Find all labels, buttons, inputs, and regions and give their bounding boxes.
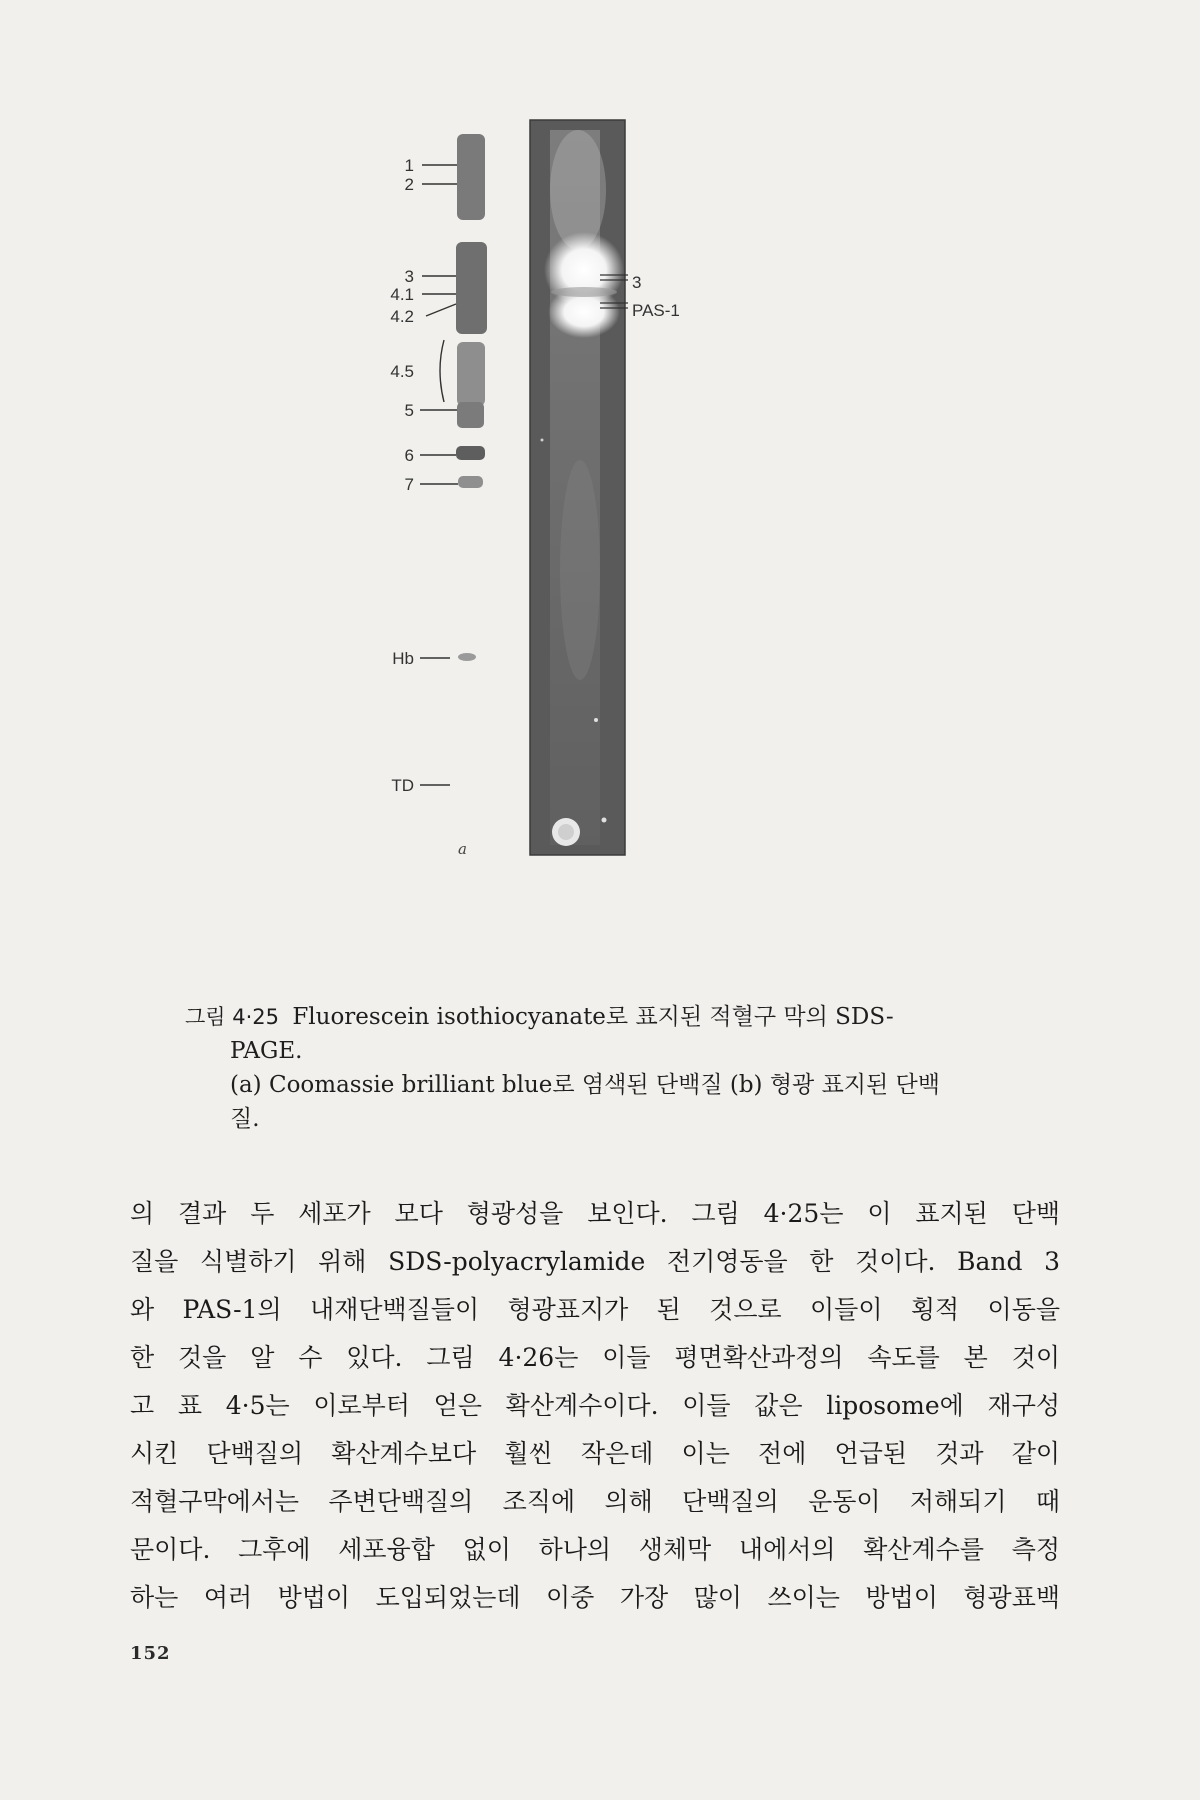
- band-hb: [458, 653, 476, 661]
- gel-figure: [390, 120, 820, 1000]
- lane-a: [456, 134, 487, 661]
- lane-a-labels: [390, 156, 458, 795]
- body-line: 문이다. 그후에 세포융합 없이 하나의 생체막 내에서의 확산계수를 측정: [130, 1535, 1060, 1564]
- body-line: 고 표 4·5는 이로부터 얻은 확산계수이다. 이들 값은 liposome에 재구성: [130, 1391, 1060, 1420]
- caption-line-4: 질.: [230, 1106, 260, 1132]
- label-7: 7: [404, 475, 414, 494]
- label-b-pas1: PAS-1: [632, 301, 680, 320]
- band-6: [456, 446, 485, 460]
- body-line: 의 결과 두 세포가 모다 형광성을 보인다. 그림 4·25는 이 표지된 단백: [130, 1199, 1060, 1228]
- label-5: 5: [404, 401, 414, 420]
- band-5: [457, 402, 484, 428]
- gel-image: [390, 120, 820, 1000]
- label-4-2: 4.2: [390, 307, 414, 326]
- caption-label: 그림 4·25: [185, 1005, 280, 1029]
- lane-a-letter: a: [458, 840, 467, 858]
- body-line: 적혈구막에서는 주변단백질의 조직에 의해 단백질의 운동이 저해되기 때: [130, 1487, 1060, 1516]
- figure-caption: [185, 1000, 1035, 1136]
- body-line: 와 PAS-1의 내재단백질들이 형광표지가 된 것으로 이들이 횡적 이동을: [130, 1295, 1060, 1324]
- body-line: 하는 여러 방법이 도입되었는데 이중 가장 많이 쓰이는 방법이 형광표백: [130, 1583, 1060, 1612]
- caption-line-3: (a) Coomassie brilliant blue로 염색된 단백질 (b) 형광 표지된 단백: [230, 1072, 940, 1098]
- band-4-5: [457, 342, 485, 406]
- caption-line-1: [185, 1000, 1035, 1034]
- label-2: 2: [404, 175, 414, 194]
- band-7: [458, 476, 483, 488]
- band-3-4: [456, 242, 487, 334]
- body-line: 시킨 단백질의 확산계수보다 훨씬 작은데 이는 전에 언급된 것과 같이: [130, 1439, 1060, 1468]
- label-3: 3: [404, 267, 414, 286]
- label-6: 6: [404, 446, 414, 465]
- label-hb: Hb: [392, 649, 414, 668]
- lane-b: [530, 120, 625, 855]
- body-paragraph: [130, 1190, 1060, 1622]
- label-td: TD: [391, 776, 414, 795]
- body-line: 한 것을 알 수 있다. 그림 4·26는 이들 평면확산과정의 속도를 본 것이: [130, 1343, 1060, 1372]
- caption-text-1: Fluorescein isothiocyanate로 표지된 적혈구 막의 SDS-: [292, 1004, 894, 1030]
- label-b-3: 3: [632, 273, 642, 292]
- label-4-1: 4.1: [390, 285, 414, 304]
- caption-line-2: PAGE.: [230, 1038, 303, 1064]
- page-number: 152: [130, 1643, 171, 1664]
- body-line: 질을 식별하기 위해 SDS-polyacrylamide 전기영동을 한 것이다. Band 3: [130, 1247, 1060, 1276]
- label-4-5: 4.5: [390, 362, 414, 381]
- label-1: 1: [404, 156, 414, 175]
- band-1-2: [457, 134, 485, 220]
